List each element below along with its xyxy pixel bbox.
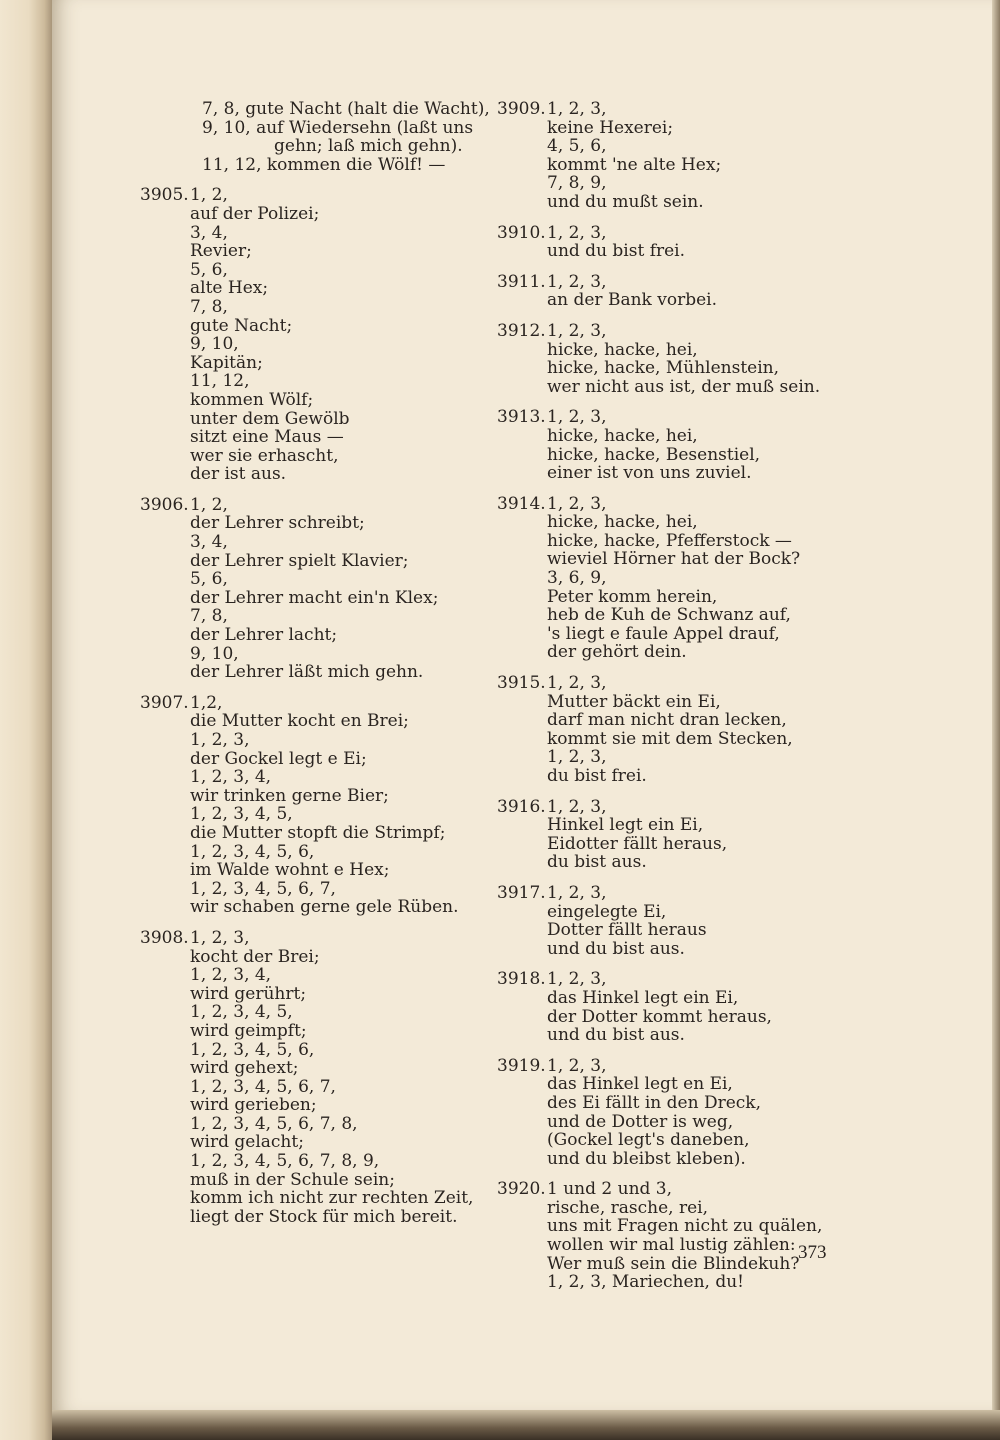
entry-number: 3908. xyxy=(140,927,189,948)
rhyme-line: 5, 6, xyxy=(190,569,228,590)
rhyme-line: der Lehrer spielt Klavier; xyxy=(190,550,409,571)
rhyme-line: gute Nacht; xyxy=(190,315,293,336)
rhyme-line: liegt der Stock für mich bereit. xyxy=(190,1206,458,1227)
rhyme-entry-3911 xyxy=(497,273,837,310)
rhyme-line: 7, 8, gute Nacht (halt die Wacht), xyxy=(202,99,490,119)
rhyme-line: wollen wir mal lustig zählen: xyxy=(547,1235,796,1256)
rhyme-line: der Gockel legt e Ei; xyxy=(190,748,367,769)
rhyme-line: das Hinkel legt en Ei, xyxy=(547,1074,733,1095)
rhyme-line: uns mit Fragen nicht zu quälen, xyxy=(547,1216,823,1237)
rhyme-line: wer nicht aus ist, der muß sein. xyxy=(547,376,821,397)
rhyme-entry-3908 xyxy=(140,929,480,1227)
rhyme-line: eingelegte Ei, xyxy=(547,901,667,922)
rhyme-line: 1, 2, 3, 4, 5, xyxy=(190,1002,293,1023)
rhyme-line: 11, 12, kommen die Wölf! — xyxy=(202,154,446,175)
entry-number: 3914. xyxy=(497,493,546,514)
rhyme-line: (Gockel legt's daneben, xyxy=(547,1130,750,1151)
rhyme-line: wird geimpft; xyxy=(190,1020,307,1041)
book-gutter xyxy=(0,0,52,1440)
rhyme-line: 's liegt e faule Appel drauf, xyxy=(547,623,780,644)
rhyme-entry-3905 xyxy=(140,186,480,484)
rhyme-line: hicke, hacke, hei, xyxy=(547,339,698,360)
page-bottom-edge xyxy=(52,1410,1000,1440)
entry-number: 3919. xyxy=(497,1055,546,1076)
rhyme-line: du bist frei. xyxy=(547,766,647,786)
rhyme-line: 1, 2, 3, 4, 5, 6, 7, xyxy=(190,1076,336,1097)
rhyme-entry-3912 xyxy=(497,322,837,396)
rhyme-entry-3916 xyxy=(497,798,837,872)
rhyme-line: 1, 2, 3, 4, 5, 6, xyxy=(190,841,315,862)
rhyme-line: 1, 2, 3, xyxy=(547,673,607,694)
rhyme-entry-3915 xyxy=(497,674,837,786)
rhyme-line: Hinkel legt ein Ei, xyxy=(547,815,704,836)
rhyme-line: 3, 4, xyxy=(190,532,228,553)
entry-number: 3916. xyxy=(497,796,546,817)
rhyme-line: einer ist von uns zuviel. xyxy=(547,463,752,484)
rhyme-entry-3918 xyxy=(497,970,837,1044)
rhyme-line: Mutter bäckt ein Ei, xyxy=(547,691,721,712)
rhyme-line: 1, 2, 3, 4, 5, xyxy=(190,804,293,825)
rhyme-line: und du bleibst kleben). xyxy=(547,1148,746,1169)
rhyme-line: und du mußt sein. xyxy=(547,191,704,212)
rhyme-line: und du bist aus. xyxy=(547,938,685,959)
rhyme-line: und du bist frei. xyxy=(547,241,686,262)
rhyme-line: 1, 2, xyxy=(190,185,228,206)
rhyme-line: Eidotter fällt heraus, xyxy=(547,833,728,854)
entry-number: 3911. xyxy=(497,271,546,292)
rhyme-entry-3909 xyxy=(497,100,837,212)
rhyme-line: Revier; xyxy=(190,241,252,262)
rhyme-line: 11, 12, xyxy=(190,371,250,392)
rhyme-line: darf man nicht dran lecken, xyxy=(547,710,787,731)
rhyme-line: 1, 2, 3, xyxy=(547,969,607,990)
rhyme-line: 1, 2, 3, xyxy=(190,927,250,948)
rhyme-line: heb de Kuh de Schwanz auf, xyxy=(547,605,791,626)
rhyme-line: wieviel Hörner hat der Bock? xyxy=(547,549,801,570)
rhyme-line: wir schaben gerne gele Rüben. xyxy=(190,897,459,918)
rhyme-entry-3906 xyxy=(140,496,480,682)
rhyme-line: der Lehrer lacht; xyxy=(190,625,338,646)
rhyme-line: 1, 2, 3, xyxy=(547,407,607,428)
rhyme-line: Wer muß sein die Blindekuh? xyxy=(547,1253,800,1274)
rhyme-line: 9, 10, xyxy=(190,643,239,664)
rhyme-line: 7, 8, xyxy=(190,606,228,627)
rhyme-line: kommt sie mit dem Stecken, xyxy=(547,728,793,749)
rhyme-line: 7, 8, xyxy=(190,296,228,317)
rhyme-line: 4, 5, 6, xyxy=(547,136,607,157)
rhyme-line: hicke, hacke, Besenstiel, xyxy=(547,444,761,465)
rhyme-line: rische, rasche, rei, xyxy=(547,1197,708,1218)
rhyme-line: der Lehrer läßt mich gehn. xyxy=(190,662,424,683)
rhyme-line: der ist aus. xyxy=(190,464,287,485)
page-number: 373 xyxy=(798,1242,827,1263)
rhyme-line: alte Hex; xyxy=(190,278,269,299)
rhyme-line: du bist aus. xyxy=(547,852,647,873)
rhyme-line: unter dem Gewölb xyxy=(190,408,350,429)
rhyme-line: keine Hexerei; xyxy=(547,117,674,138)
rhyme-line: im Walde wohnt e Hex; xyxy=(190,860,390,881)
rhyme-entry-3920 xyxy=(497,1180,837,1292)
continued-rhyme xyxy=(140,99,490,175)
rhyme-line: hicke, hacke, Mühlenstein, xyxy=(547,358,780,379)
rhyme-line: auf der Polizei; xyxy=(190,203,320,224)
rhyme-line: wir trinken gerne Bier; xyxy=(190,785,389,806)
rhyme-line: 1, 2, 3, 4, 5, 6, 7, xyxy=(190,878,336,899)
rhyme-line: 1, 2, 3, xyxy=(547,1055,607,1076)
rhyme-line: der gehört dein. xyxy=(547,642,687,663)
rhyme-line: 1, 2, 3, xyxy=(547,320,607,341)
rhyme-line: 1, 2, 3, xyxy=(190,730,250,750)
rhyme-line: 1, 2, 3, xyxy=(547,99,607,119)
rhyme-line: 1, 2, 3, 4, xyxy=(190,965,272,986)
rhyme-line: 9, 10, xyxy=(190,334,239,355)
entry-number: 3920. xyxy=(497,1179,546,1200)
rhyme-line: hicke, hacke, hei, xyxy=(547,512,698,533)
rhyme-line: Peter komm herein, xyxy=(547,586,718,607)
rhyme-line: wird gelacht; xyxy=(190,1132,304,1153)
rhyme-line: kocht der Brei; xyxy=(190,946,320,967)
entry-number: 3906. xyxy=(140,494,189,515)
rhyme-line: Dotter fällt heraus xyxy=(547,920,707,941)
rhyme-line: das Hinkel legt ein Ei, xyxy=(547,987,739,1008)
rhyme-line: wird gerührt; xyxy=(190,983,307,1004)
rhyme-line: 1, 2, 3, xyxy=(547,747,607,768)
rhyme-line: 1, 2, 3, 4, 5, 6, xyxy=(190,1039,315,1060)
rhyme-line: hicke, hacke, hei, xyxy=(547,425,698,446)
entry-number: 3915. xyxy=(497,673,546,694)
rhyme-line: 1, 2, 3, 4, 5, 6, 7, 8, 9, xyxy=(190,1151,380,1172)
rhyme-entry-3919 xyxy=(497,1057,837,1169)
rhyme-line: und de Dotter is weg, xyxy=(547,1111,734,1132)
rhyme-line: 1, 2, 3, 4, 5, 6, 7, 8, xyxy=(190,1113,358,1134)
rhyme-line: muß in der Schule sein; xyxy=(190,1169,395,1190)
rhyme-line: der Lehrer macht ein'n Klex; xyxy=(190,587,439,608)
rhyme-line: Kapitän; xyxy=(190,352,263,373)
rhyme-line: gehn; laß mich gehn). xyxy=(274,136,463,157)
rhyme-line: an der Bank vorbei. xyxy=(547,290,717,311)
rhyme-entry-3907 xyxy=(140,694,480,917)
rhyme-line: 1, 2, xyxy=(190,494,228,515)
rhyme-entry-3917 xyxy=(497,884,837,958)
rhyme-line: die Mutter kocht en Brei; xyxy=(190,711,409,732)
entry-number: 3905. xyxy=(140,185,189,206)
rhyme-line: wird gehext; xyxy=(190,1058,299,1079)
rhyme-entry-3913 xyxy=(497,408,837,482)
rhyme-line: kommt 'ne alte Hex; xyxy=(547,154,722,175)
rhyme-line: 1 und 2 und 3, xyxy=(547,1179,673,1200)
rhyme-line: des Ei fällt in den Dreck, xyxy=(547,1092,761,1113)
rhyme-line: 1,2, xyxy=(190,692,223,713)
rhyme-line: die Mutter stopft die Strimpf; xyxy=(190,822,446,843)
rhyme-entry-3910 xyxy=(497,224,837,261)
rhyme-line: 1, 2, 3, xyxy=(547,493,607,514)
entry-number: 3907. xyxy=(140,692,189,713)
entry-number: 3913. xyxy=(497,407,546,428)
rhyme-line: wird gerieben; xyxy=(190,1095,317,1116)
rhyme-line: hicke, hacke, Pfefferstock — xyxy=(547,530,792,551)
rhyme-line: und du bist aus. xyxy=(547,1025,685,1046)
rhyme-line: 7, 8, 9, xyxy=(547,173,607,194)
right-column xyxy=(497,100,837,1304)
rhyme-line: 1, 2, 3, xyxy=(547,882,607,903)
rhyme-line: 1, 2, 3, Mariechen, du! xyxy=(547,1272,744,1293)
left-column xyxy=(140,99,490,1238)
rhyme-line: 1, 2, 3, xyxy=(547,222,607,243)
entry-number: 3912. xyxy=(497,320,546,341)
rhyme-line: der Dotter kommt heraus, xyxy=(547,1006,772,1027)
rhyme-line: 1, 2, 3, xyxy=(547,271,607,292)
rhyme-line: 1, 2, 3, xyxy=(547,796,607,817)
entry-number: 3918. xyxy=(497,969,546,990)
rhyme-entry-3914 xyxy=(497,495,837,662)
rhyme-line: 9, 10, auf Wiedersehn (laßt uns xyxy=(202,117,474,138)
rhyme-line: 5, 6, xyxy=(190,259,228,280)
rhyme-line: der Lehrer schreibt; xyxy=(190,513,365,534)
page-edge xyxy=(992,0,1000,1440)
entry-number: 3909. xyxy=(497,99,546,119)
entry-number: 3917. xyxy=(497,882,546,903)
rhyme-line: sitzt eine Maus — xyxy=(190,427,344,448)
rhyme-line: 1, 2, 3, 4, xyxy=(190,767,272,788)
rhyme-line: kommen Wölf; xyxy=(190,389,314,410)
rhyme-line: wer sie erhascht, xyxy=(190,445,339,466)
rhyme-line: 3, 6, 9, xyxy=(547,568,607,589)
entry-number: 3910. xyxy=(497,222,546,243)
rhyme-line: komm ich nicht zur rechten Zeit, xyxy=(190,1188,474,1209)
rhyme-line: 3, 4, xyxy=(190,222,228,243)
